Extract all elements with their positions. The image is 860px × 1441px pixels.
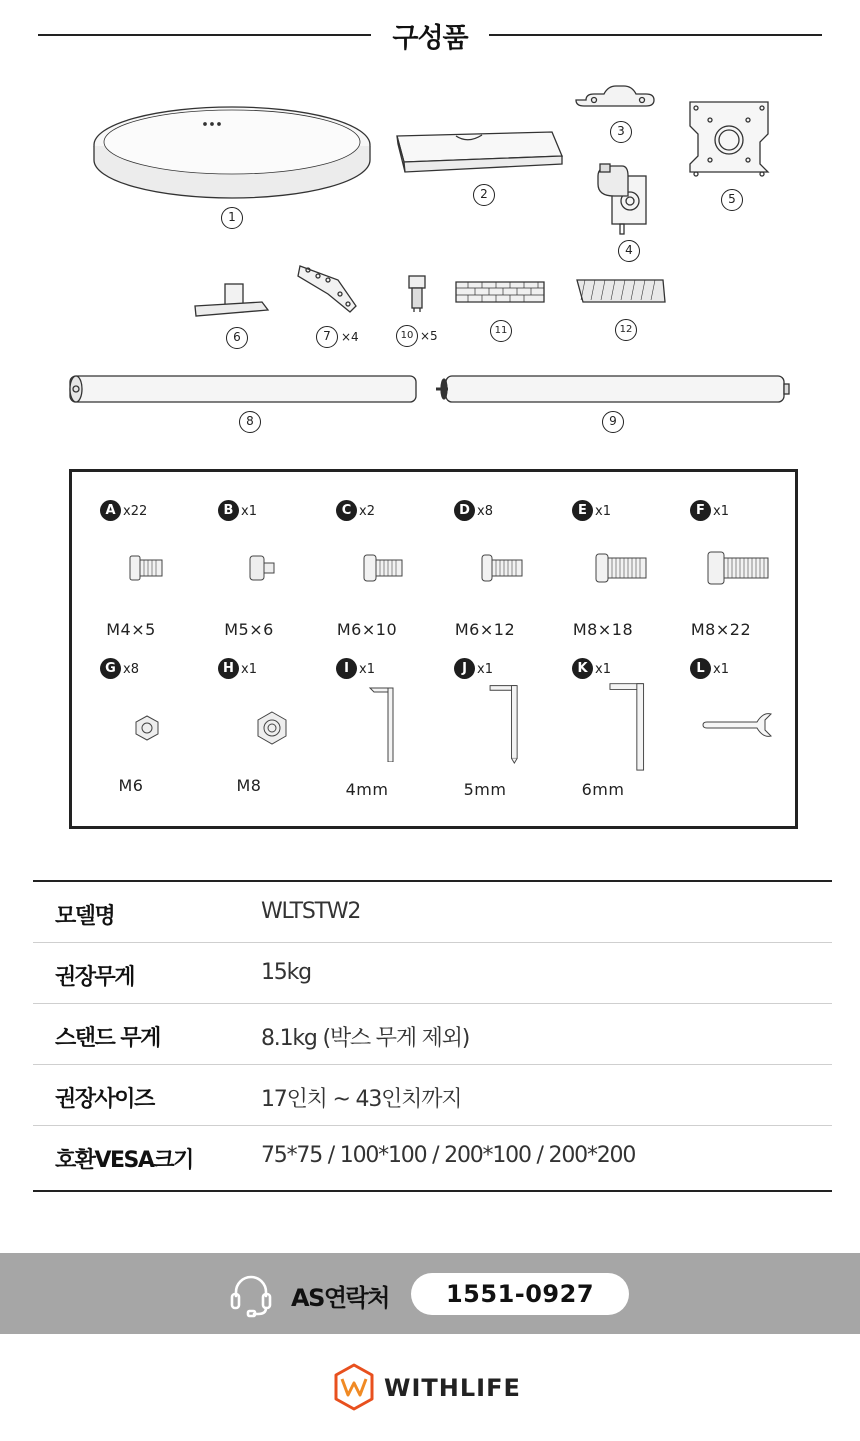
part-number-6: 6 [226,327,248,349]
hardware-box [69,469,798,829]
hardware-size: M8 [236,776,262,795]
hardware-size: M4×5 [106,620,156,639]
hardware-quantity: x1 [595,504,611,519]
hardware-item-c [308,472,426,639]
part-number-5: 5 [721,189,743,211]
spec-label: 호환VESA크기 [55,1148,193,1173]
as-contact-bar [0,1253,860,1334]
part-4-bracket [598,164,646,234]
hardware-size: 4mm [345,780,389,799]
section-title: 구성품 [392,23,468,54]
hardware-item-k [544,630,662,799]
spec-row-recommended-weight [33,943,832,1004]
part-number-9: 9 [602,411,624,433]
hardware-quantity: x1 [713,504,729,519]
hardware-size: M6×12 [454,620,516,639]
hardware-item-d [426,472,544,639]
thumb-screw-icon [210,540,300,600]
components-drawing [0,80,860,450]
screw-icon [92,540,182,600]
part-10-caster [409,276,425,312]
part-11-strip [456,282,544,302]
hardware-quantity: x1 [595,662,611,677]
hardware-item-l [662,630,780,780]
spec-row-stand-weight [33,1004,832,1065]
part-number-8: 8 [239,411,261,433]
part-10-quantity: ×5 [420,329,438,343]
spec-table [33,880,832,1192]
hardware-item-j [426,630,544,799]
withlife-logo [332,1362,376,1412]
hardware-badge: H [218,658,239,679]
nut-icon [92,698,182,758]
spec-value: 8.1kg (박스 무게 제외) [261,1026,470,1051]
hardware-badge: J [454,658,475,679]
brand-footer [332,1362,532,1412]
hardware-item-i [308,630,426,799]
hardware-size: M5×6 [224,620,274,639]
hardware-quantity: x1 [241,504,257,519]
part-number-2: 2 [473,184,495,206]
lock-nut-icon [210,698,300,758]
hardware-badge: A [100,500,121,521]
hardware-size: M8×22 [690,620,752,639]
part-number-12: 12 [615,319,637,341]
hex-key-icon [564,676,654,772]
spec-label: 모델명 [55,904,115,929]
part-number-3: 3 [610,121,632,143]
hardware-size: 6mm [581,780,625,799]
spec-label: 권장무게 [55,965,135,990]
hardware-badge: D [454,500,475,521]
headset-icon [228,1272,274,1318]
components-illustration [0,80,860,450]
spec-label: 스탠드 무게 [55,1026,160,1051]
spec-value: WLTSTW2 [261,899,361,924]
hardware-item-e [544,472,662,639]
hardware-size: 5mm [463,780,507,799]
part-7-l-bracket [298,266,356,312]
part-12-pad [577,280,665,302]
screw-icon [446,540,536,600]
hardware-quantity: x1 [241,662,257,677]
spec-row-recommended-size [33,1065,832,1126]
part-7-quantity: ×4 [341,330,359,344]
hardware-quantity: x22 [123,504,148,519]
hardware-badge: F [690,500,711,521]
hardware-item-b [190,472,308,639]
hardware-quantity: x8 [477,504,493,519]
hardware-quantity: x8 [123,662,139,677]
hardware-item-g [72,630,190,795]
hardware-quantity: x1 [359,662,375,677]
part-8-pole [70,376,416,402]
screw-icon [328,540,418,600]
hex-key-icon [328,682,418,762]
hardware-badge: G [100,658,121,679]
part-9-pole [436,376,789,402]
hardware-badge: B [218,500,239,521]
hardware-badge: C [336,500,357,521]
hardware-badge: E [572,500,593,521]
hardware-item-a [72,472,190,639]
spec-value: 75*75 / 100*100 / 200*100 / 200*200 [261,1143,636,1168]
hardware-quantity: x2 [359,504,375,519]
spec-row-model [33,882,832,943]
part-number-4: 4 [618,240,640,262]
hardware-item-h [190,630,308,795]
spec-label: 권장사이즈 [55,1087,154,1112]
hardware-size: M6×10 [336,620,398,639]
screw-icon [564,540,654,600]
hardware-badge: L [690,658,711,679]
hardware-size: M6 [118,776,144,795]
title-divider-right [489,34,822,36]
hex-key-icon [446,680,536,764]
hardware-badge: K [572,658,593,679]
hardware-item-f [662,472,780,639]
wrench-icon [682,698,778,758]
as-phone-number[interactable]: 1551-0927 [411,1273,629,1315]
hardware-quantity: x1 [713,662,729,677]
title-divider-left [38,34,371,36]
spec-value: 15kg [261,960,311,985]
spec-row-vesa [33,1126,832,1190]
part-number-10: 10 [396,325,418,347]
hardware-quantity: x1 [477,662,493,677]
part-number-11: 11 [490,320,512,342]
as-contact-label: AS연락처 [291,1284,389,1312]
part-1-base [94,107,370,198]
part-number-7: 7 [316,326,338,348]
part-2-shelf [397,132,562,172]
part-number-1: 1 [221,207,243,229]
part-6-foot [195,284,268,316]
spec-value: 17인치 ~ 43인치까지 [261,1087,462,1112]
part-3-clamp [576,86,654,106]
section-title-row [0,14,860,54]
hardware-size: M8×18 [572,620,634,639]
hardware-badge: I [336,658,357,679]
brand-name: WITHLIFE [384,1374,521,1402]
hex-bolt-icon [682,540,772,600]
part-5-vesa-plate [690,102,768,176]
